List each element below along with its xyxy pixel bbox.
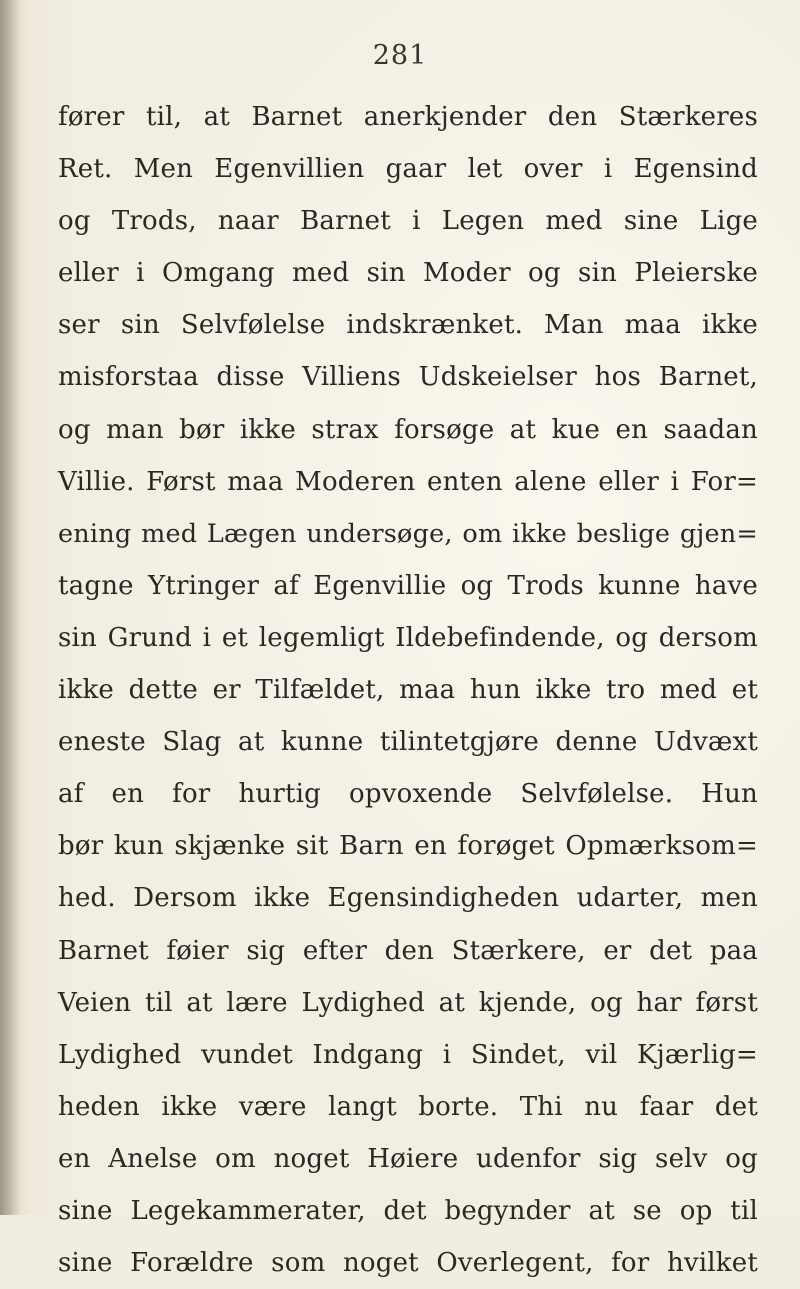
text-line: misforstaa disse Villiens Udskeielser hos Barnet,: [58, 362, 758, 393]
text-line: Lydighed vundet Indgang i Sindet, vil Kjærlig=: [58, 1039, 758, 1070]
text-line: Veien til at lære Lydighed at kjende, og har først: [58, 987, 758, 1018]
text-line: bør kun skjænke sit Barn en forøget Opmærksom=: [58, 831, 758, 862]
text-line: og Trods, naar Barnet i Legen med sine Lige: [58, 206, 758, 237]
body-text: [58, 91, 758, 1289]
text-line: sine Forældre som noget Overlegent, for hvilket: [58, 1248, 758, 1279]
text-line: eller i Omgang med sin Moder og sin Pleierske: [58, 258, 758, 289]
text-line: tagne Ytringer af Egenvillie og Trods kunne have: [58, 570, 758, 601]
text-line: hed. Dersom ikke Egensindigheden udarter, men: [58, 883, 758, 914]
text-line: Barnet føier sig efter den Stærkere, er det paa: [58, 935, 758, 966]
text-line: ikke dette er Tilfældet, maa hun ikke tro med et: [58, 675, 758, 706]
text-line: ser sin Selvfølelse indskrænket. Man maa ikke: [58, 310, 758, 341]
text-line: eneste Slag at kunne tilintetgjøre denne Udvæxt: [58, 727, 758, 758]
binding-shadow: [0, 0, 22, 1215]
text-line: sin Grund i et legemligt Ildebefindende, og dersom: [58, 622, 758, 653]
text-line: Villie. Først maa Moderen enten alene eller i For=: [58, 466, 758, 497]
text-line: sine Legekammerater, det begynder at se op til: [58, 1195, 758, 1226]
text-line: Ret. Men Egenvillien gaar let over i Egensind: [58, 154, 758, 185]
text-line: heden ikke være langt borte. Thi nu faar det: [58, 1091, 758, 1122]
text-line: af en for hurtig opvoxende Selvfølelse. Hun: [58, 779, 758, 810]
text-line: ening med Lægen undersøge, om ikke beslige gjen=: [58, 518, 758, 549]
text-line: og man bør ikke strax forsøge at kue en saadan: [58, 414, 758, 445]
text-line: fører til, at Barnet anerkjender den Stærkeres: [58, 102, 758, 132]
text-line: en Anelse om noget Høiere udenfor sig selv og: [58, 1143, 758, 1174]
page-number: 281: [372, 40, 428, 71]
